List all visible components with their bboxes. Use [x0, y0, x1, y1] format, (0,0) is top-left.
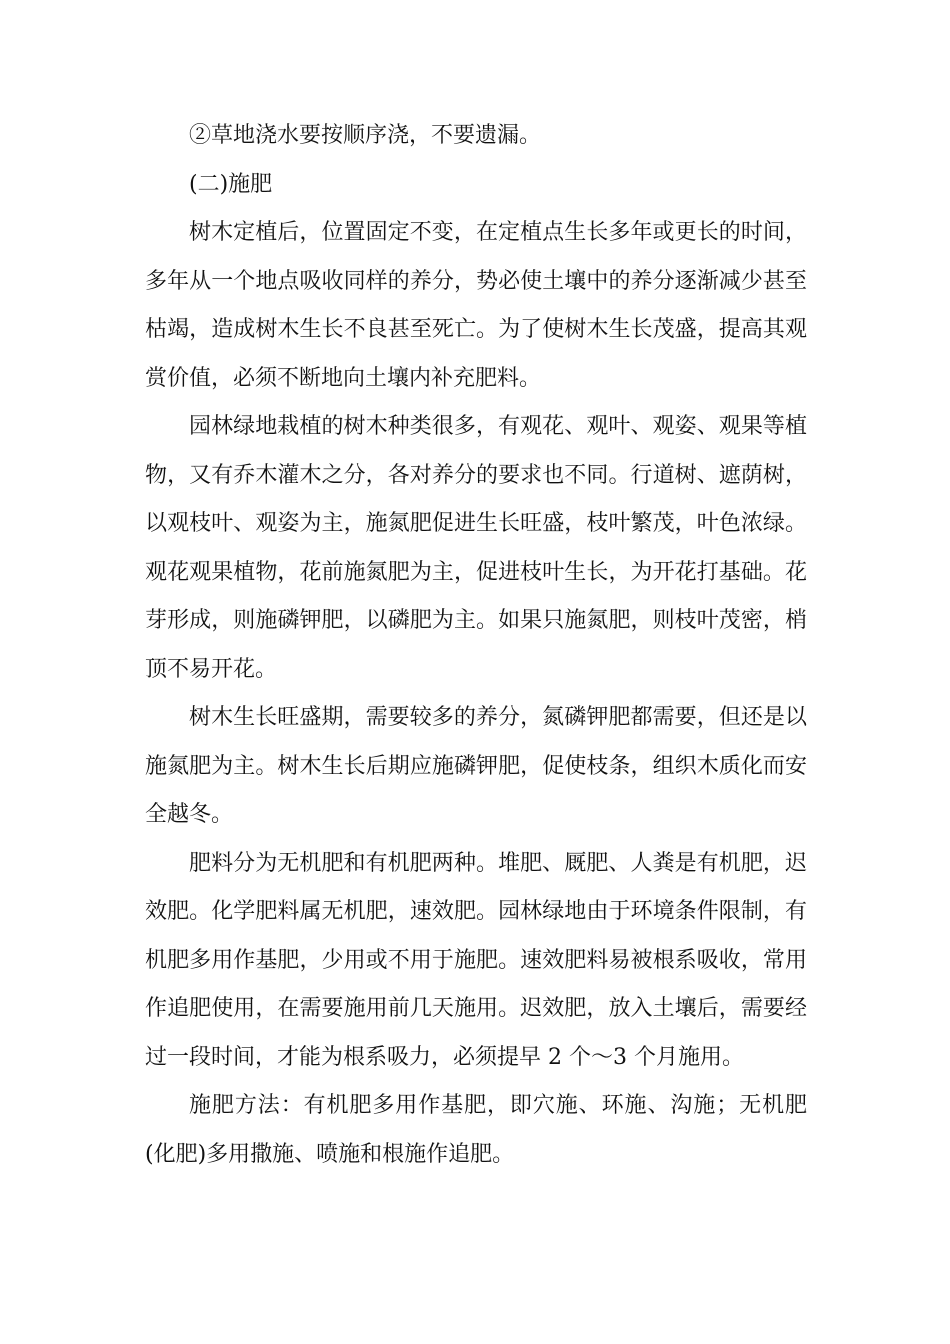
paragraph-fertilizing-methods: 施肥方法：有机肥多用作基肥，即穴施、环施、沟施；无机肥(化肥)多用撒施、喷施和根施作追肥。: [145, 1093, 807, 1167]
paragraph-watering-note: ②草地浇水要按顺序浇，不要遗漏。: [189, 123, 542, 148]
paragraph-tree-types: 园林绿地栽植的树木种类很多，有观花、观叶、观姿、观果等植物，又有乔木灌木之分，各对养分的要求也不同。行道树、遮荫树，以观枝叶、观姿为主，施氮肥促进生长旺盛，枝叶繁茂，叶色浓绿。观花观果植物，花前施氮肥为主，促进枝叶生长，为开花打基础。花芽形成，则施磷钾肥，以磷肥为主。如果只施氮肥，则枝叶茂密，梢顶不易开花。: [145, 414, 807, 682]
section-heading-fertilizing: (二)施肥: [189, 171, 273, 197]
paragraph-growth-period: 树木生长旺盛期，需要较多的养分，氮磷钾肥都需要，但还是以施氮肥为主。树木生长后期应施磷钾肥，促使枝条，组织木质化而安全越冬。: [145, 705, 807, 827]
paragraph-tree-nutrients: 树木定植后，位置固定不变，在定植点生长多年或更长的时间，多年从一个地点吸收同样的养分，势必使土壤中的养分逐渐减少甚至枯竭，造成树木生长不良甚至死亡。为了使树木生长茂盛，提高其观赏价值，必须不断地向土壤内补充肥料。: [145, 220, 807, 391]
document-page: [145, 112, 807, 1179]
paragraph-fertilizer-kinds: 肥料分为无机肥和有机肥两种。堆肥、厩肥、人粪是有机肥，迟效肥。化学肥料属无机肥，速效肥。园林绿地由于环境条件限制，有机肥多用作基肥，少用或不用于施肥。速效肥料易被根系吸收，常用作追肥使用，在需要施用前几天施用。迟效肥，放入土壤后，需要经过一段时间，才能为根系吸力，必须提早 2 个～3 个月施用。: [145, 850, 807, 1070]
